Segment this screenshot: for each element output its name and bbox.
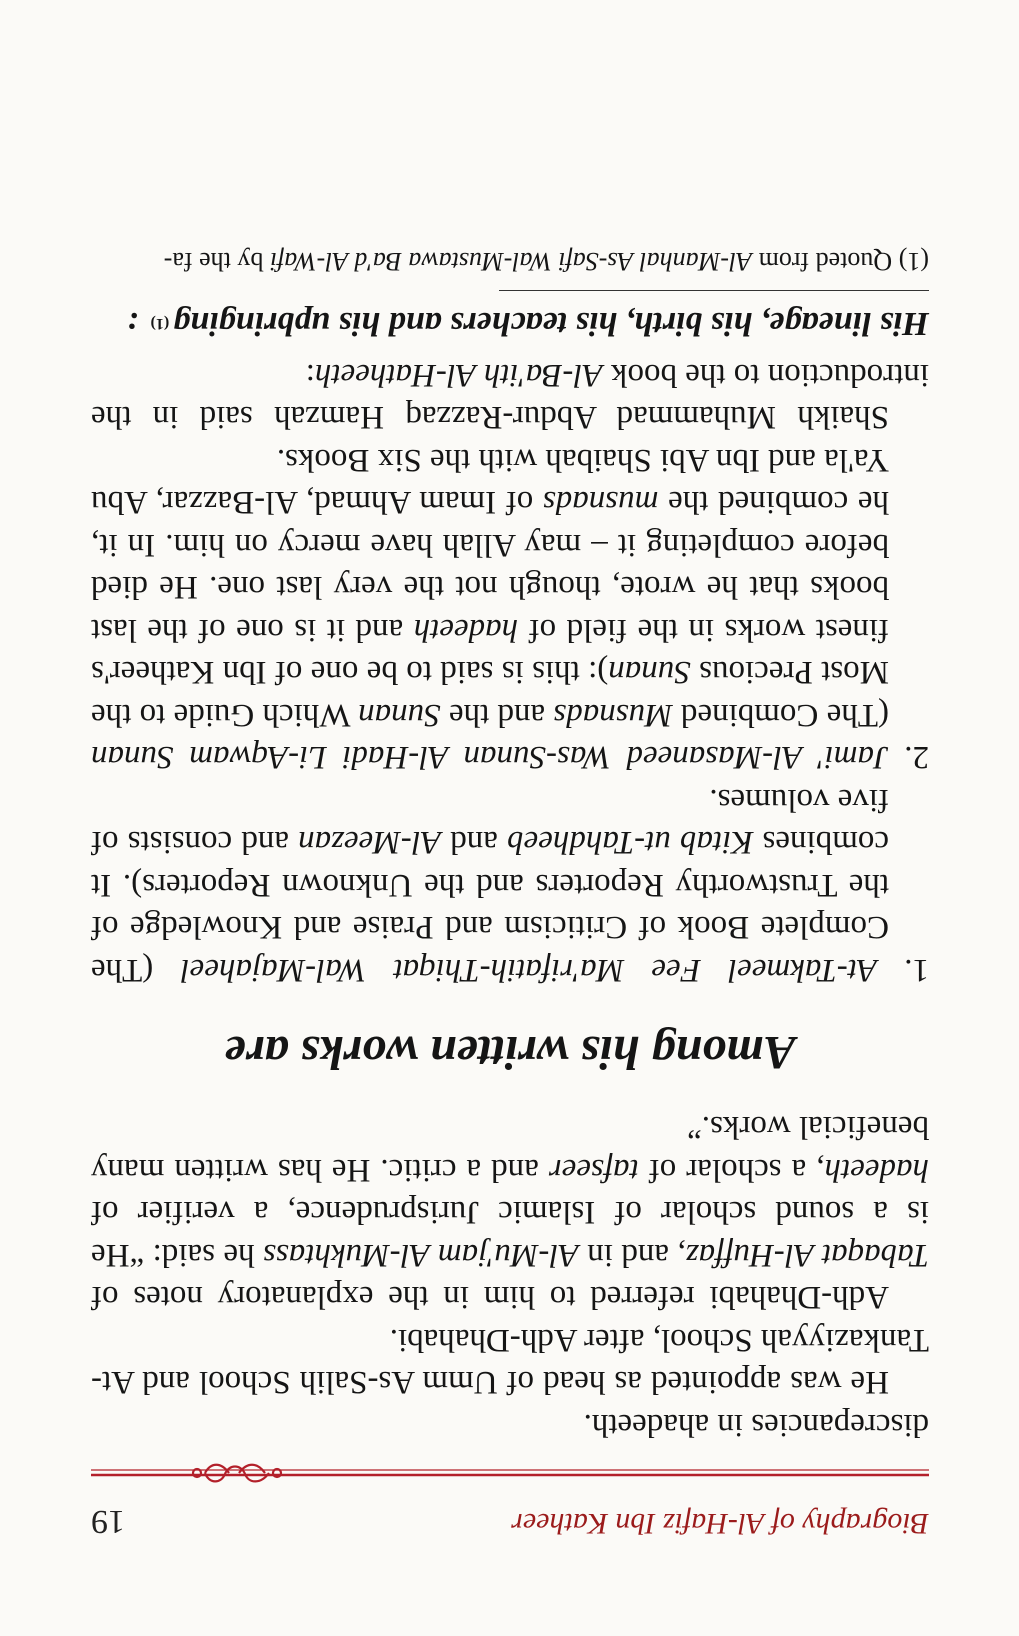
text-run: Adh-Dhahabi referred to him in the explanatory notes of (91, 1279, 889, 1316)
italic-term: musnads (542, 484, 659, 521)
text-run: he said: “He is a sound scholar of Islamic Jurisprudence, a verifier of (91, 1194, 929, 1273)
footnote (91, 245, 929, 279)
work-title: At-Takmeel Fee Ma'rifatih-Thiqat Wal-Majaheel (180, 952, 878, 988)
text-run: of Imam Ahmad, Al-Bazzar, Abu Ya'la and Ibn Abi Shaibah with the Six Books. (90, 442, 889, 521)
italic-title: Al-Meezan (298, 824, 442, 861)
page-content (91, 245, 929, 1541)
footnote-marker[interactable]: (1) (150, 315, 170, 333)
text-run: , a scholar of (638, 1152, 825, 1188)
italic-title: Al-Ba'ith Al-Hatheeth (314, 357, 603, 393)
running-title: Biography of Al-Hafiz Ibn Katheer (511, 1507, 929, 1540)
text-run: : (305, 357, 315, 393)
text-run: and consists of five volumes. (91, 782, 889, 861)
subheading-text: His lineage, his birth, his teachers and his upbringing (173, 305, 929, 343)
italic-title: Al-Mu'jam Al-Mukhtass (263, 1237, 579, 1273)
list-number: 1. (877, 952, 929, 988)
paragraph-adh-dhahabi (91, 1106, 929, 1319)
italic-term: hadeeth (413, 612, 519, 648)
text-run: and it is one of the last books that he wrote, though not the very last one. He died before completing it – may Allah have mercy on him. In it, he combined the (91, 484, 889, 648)
italic-term: Musnads (553, 697, 673, 733)
italic-term: Sunan (358, 697, 441, 733)
flourish-divider-icon (91, 1460, 929, 1486)
text-run: discrepancies in ahadeeth. (583, 1407, 929, 1443)
italic-term: Sunan (608, 654, 691, 691)
subsection-heading (91, 302, 929, 346)
text-run: Which Guide to the Most Precious (91, 654, 889, 733)
text-run: Shaikh Muhammad Abdur-Razzaq Hamzah said in the introduction to the book (91, 357, 929, 436)
italic-title: Kitab ut-Tahdheeb (507, 824, 754, 861)
list-number: 2. (888, 739, 929, 776)
running-header (91, 1490, 929, 1540)
page-number: 19 (91, 1503, 125, 1540)
text-run: and (441, 824, 508, 861)
italic-title: Al-Manhal As-Safi Wal-Mustawa Ba'd Al-Wafi (269, 247, 753, 277)
italic-title: Tabaqat Al-Huffaz (685, 1237, 929, 1273)
text-run: and a critic. He has written many beneficial works.” (91, 1109, 929, 1188)
text-run: (1) Quoted from (752, 247, 929, 277)
paragraph-shaikh-hamzah (91, 354, 929, 439)
paragraph-discrepancies (91, 1404, 929, 1447)
italic-term: hadeeth (824, 1152, 929, 1188)
section-heading: Among his written works are (224, 1026, 796, 1079)
subheading-tail: : (126, 305, 147, 343)
text-run: He was appointed as head of Umm As-Salih School and At-Tankaziyyah School, after Adh-Dhahabi. (91, 1322, 929, 1401)
text-run: (The Complete Book of Criticism and Praise and Knowledge of the Trustworthy Reporters and the Unknown Reporters). It combines (91, 824, 889, 988)
text-run: (The Combined (672, 697, 889, 733)
work-item-2 (91, 439, 929, 779)
work-title: Jami' Al-Masaneed Was-Sunan Al-Hadi Li-Aqwam Sunan (90, 739, 889, 776)
paragraph-appointment (91, 1319, 929, 1404)
ornamental-rule (91, 1460, 929, 1486)
text-run: , and in (578, 1237, 686, 1273)
text-run: ): this is said to be one of Ibn Katheer's finest works in the field of (91, 612, 889, 691)
text-run: and the (440, 697, 554, 733)
work-item-1 (91, 779, 929, 992)
text-run: by the fa- (163, 247, 270, 277)
italic-term: tafseer (548, 1152, 639, 1188)
footnote-separator (499, 291, 929, 292)
